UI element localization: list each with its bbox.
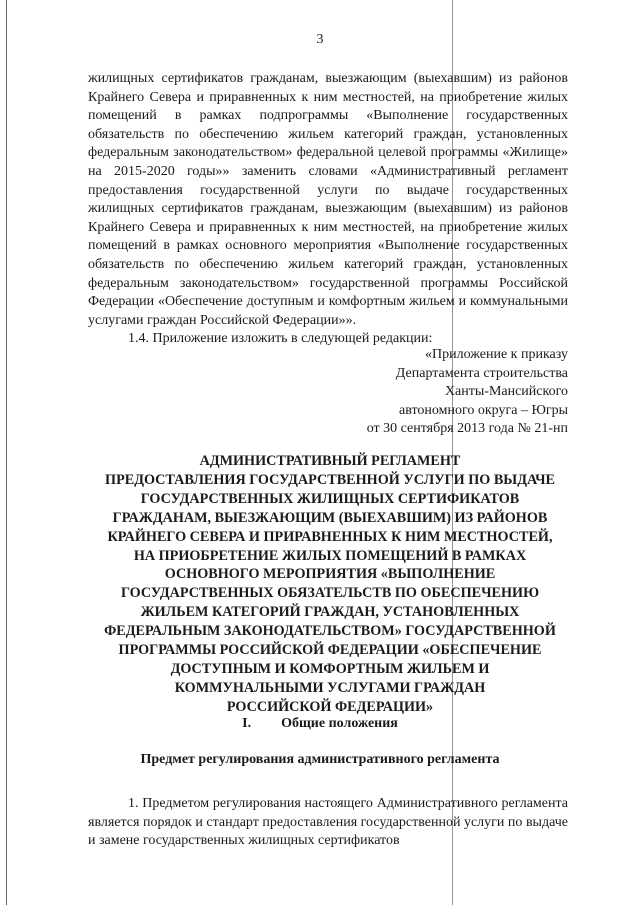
body-paragraph: 1.4. Приложение изложить в следующей редакции: <box>128 331 433 347</box>
title-line: ПРЕДОСТАВЛЕНИЯ ГОСУДАРСТВЕННОЙ УСЛУГИ ПО ВЫДАЧЕ <box>105 471 555 488</box>
title-line: ФЕДЕРАЛЬНЫМ ЗАКОНОДАТЕЛЬСТВОМ» ГОСУДАРСТВЕННОЙ <box>104 623 556 640</box>
title-line: КОММУНАЛЬНЫМИ УСЛУГАМИ ГРАЖДАН <box>174 679 486 696</box>
title-line: НА ПРИОБРЕТЕНИЕ ЖИЛЫХ ПОМЕЩЕНИЙ В РАМКАХ <box>133 547 527 564</box>
appendix-line: от 30 сентября 2013 года № 21-нп <box>366 421 568 437</box>
section-heading <box>0 716 640 732</box>
appendix-line: «Приложение к приказу <box>425 347 568 362</box>
section-number: I. <box>242 716 252 731</box>
title-line: ГОСУДАРСТВЕННЫХ ЖИЛИЩНЫХ СЕРТИФИКАТОВ <box>140 490 520 507</box>
appendix-line: Ханты-Мансийского <box>444 384 568 400</box>
title-line: ГОСУДАРСТВЕННЫХ ОБЯЗАТЕЛЬСТВ ПО ОБЕСПЕЧЕНИЮ <box>120 585 540 602</box>
appendix-line: Департамента строительства <box>395 365 568 381</box>
body-text <box>88 70 568 349</box>
title-line: ГРАЖДАНАМ, ВЫЕЗЖАЮЩИМ (ВЫЕХАВШИМ) ИЗ РАЙОНОВ <box>112 509 548 526</box>
title-line: РОССИЙСКОЙ ФЕДЕРАЦИИ» <box>226 698 434 715</box>
page-number: 3 <box>316 32 324 47</box>
title-line: ЖИЛЬЕМ КАТЕГОРИЙ ГРАЖДАН, УСТАНОВЛЕННЫХ <box>140 604 520 621</box>
paragraph-1 <box>88 795 568 851</box>
scan-left-edge <box>6 0 7 905</box>
section-title: Общие положения <box>281 716 398 731</box>
document-title <box>70 452 590 717</box>
title-line: ДОСТУПНЫМ И КОМФОРТНЫМ ЖИЛЬЕМ И <box>170 660 490 677</box>
body-paragraph: жилищных сертификатов гражданам, выезжающим (выехавшим) из районов Крайнего Севера и приравненных к ним местностей, на приобретение жилых помещений в рамках подпрограммы «Выполнение государственных обязательств по обеспечению жильем категорий граждан, установленных федеральным законодательством» федеральной целевой программы «Жилище» на 2015-2020 годы»» заменить словами «Административный регламент предоставления государственной услуги по выдаче государственных жилищных сертификатов гражданам, выезжающим (выехавшим) из районов Крайнего Севера и приравненных к ним местностей, на приобретение жилых помещений в рамках основного мероприятия «Выполнение государственных обязательств по обеспечению жильем категорий граждан, установленных федеральным законодательством» государственной программы Российской Федерации «Обеспечение доступным и комфортным жильем и коммунальными услугами граждан Российской Федерации»». <box>88 71 568 328</box>
title-line: АДМИНИСТРАТИВНЫЙ РЕГЛАМЕНТ <box>199 453 461 469</box>
paragraph-text: 1. Предметом регулирования настоящего Административного регламента является порядок и стандарт предоставления государственной услуги по выдаче и замене государственных жилищных сертификатов <box>88 796 568 849</box>
appendix-line: автономного округа – Югры <box>399 402 568 418</box>
title-line: ОСНОВНОГО МЕРОПРИЯТИЯ «ВЫПОЛНЕНИЕ <box>164 566 496 583</box>
appendix-header <box>367 346 568 439</box>
title-line: КРАЙНЕГО СЕВЕРА И ПРИРАВНЕННЫХ К НИМ МЕСТНОСТЕЙ, <box>107 528 553 545</box>
subsection-heading: Предмет регулирования административного регламента <box>140 752 500 767</box>
title-line: ПРОГРАММЫ РОССИЙСКОЙ ФЕДЕРАЦИИ «ОБЕСПЕЧЕНИЕ <box>118 642 542 659</box>
